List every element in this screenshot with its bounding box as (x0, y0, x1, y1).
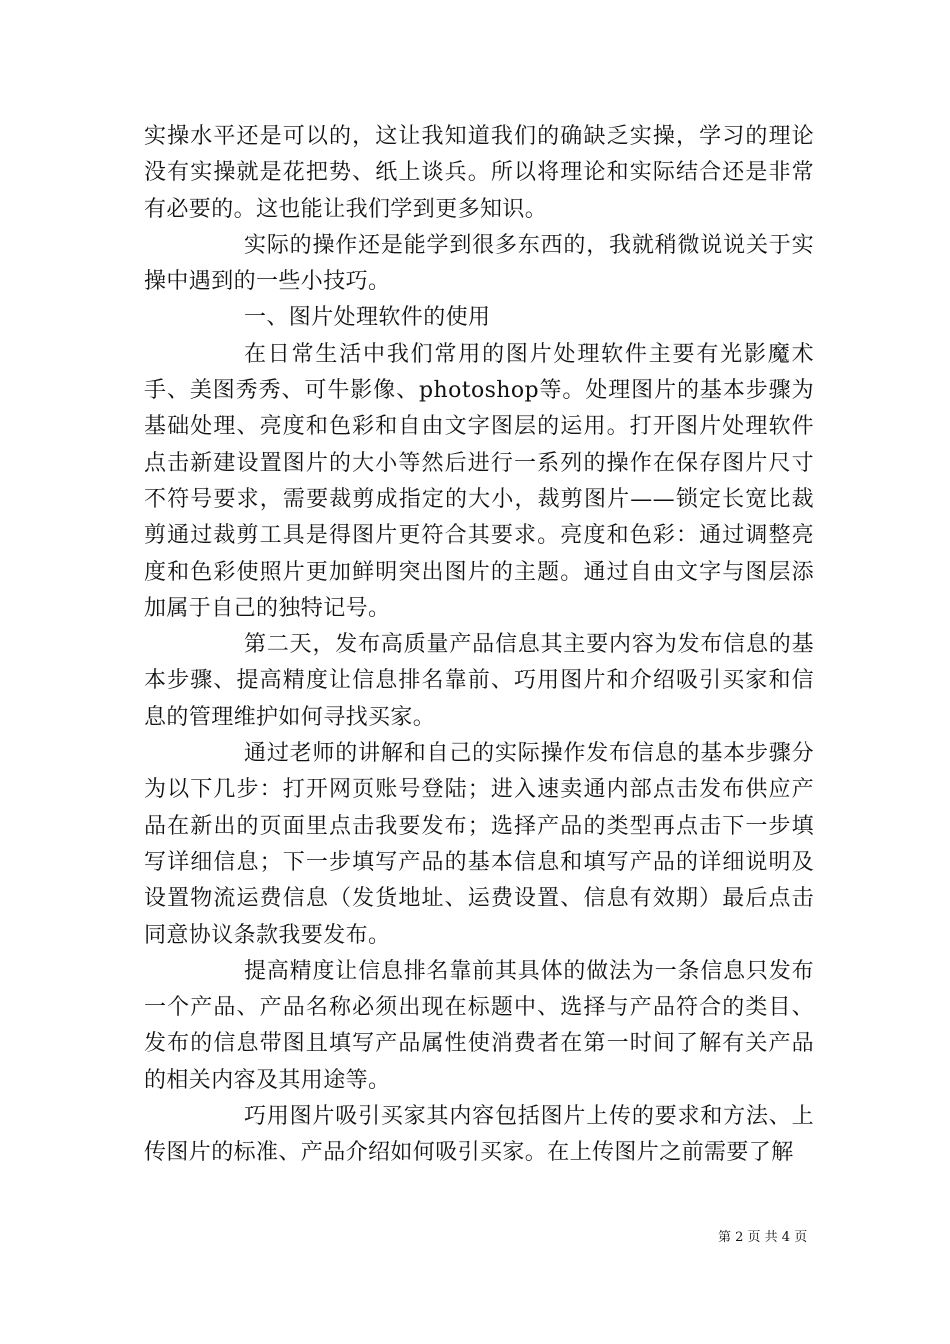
paragraph-6: 提高精度让信息排名靠前其具体的做法为一条信息只发布一个产品、产品名称必须出现在标题中、选择与产品符合的类目、发布的信息带图且填写产品属性使消费者在第一时间了解有关产品的相关内容及其用途等。 (144, 958, 814, 1093)
paragraph-5: 通过老师的讲解和自己的实际操作发布信息的基本步骤分为以下几步：打开网页账号登陆；进入速卖通内部点击发布供应产品在新出的页面里点击我要发布；选择产品的类型再点击下一步填写详细信息；下一步填写产品的基本信息和填写产品的详细说明及设置物流运费信息（发货地址、运费设置、信息有效期）最后点击同意协议条款我要发布。 (144, 741, 814, 948)
paragraph-1: 实操水平还是可以的，这让我知道我们的确缺乏实操，学习的理论没有实操就是花把势、纸上谈兵。所以将理论和实际结合还是非常有必要的。这也能让我们学到更多知识。 (144, 124, 814, 222)
body-text (144, 119, 814, 1172)
paragraph-2: 实际的操作还是能学到很多东西的，我就稍微说说关于实操中遇到的一些小技巧。 (144, 232, 814, 295)
paragraph-3: 在日常生活中我们常用的图片处理软件主要有光影魔术手、美图秀秀、可牛影像、photoshop等。处理图片的基本步骤为基础处理、亮度和色彩和自由文字图层的运用。打开图片处理软件点击新建设置图片的大小等然后进行一系列的操作在保存图片尺寸不符号要求，需要裁剪成指定的大小，裁剪图片——锁定长宽比裁剪通过裁剪工具是得图片更符合其要求。亮度和色彩：通过调整亮度和色彩使照片更加鲜明突出图片的主题。通过自由文字与图层添加属于自己的独特记号。 (144, 341, 814, 621)
section-heading: 一、图片处理软件的使用 (244, 305, 491, 331)
paragraph-4: 第二天，发布高质量产品信息其主要内容为发布信息的基本步骤、提高精度让信息排名靠前、巧用图片和介绍吸引买家和信息的管理维护如何寻找买家。 (144, 632, 814, 730)
paragraph-7: 巧用图片吸引买家其内容包括图片上传的要求和方法、上传图片的标准、产品介绍如何吸引买家。在上传图片之前需要了解 (144, 1104, 814, 1166)
page-number-footer: 第 2 页 共 4 页 (718, 1230, 808, 1245)
